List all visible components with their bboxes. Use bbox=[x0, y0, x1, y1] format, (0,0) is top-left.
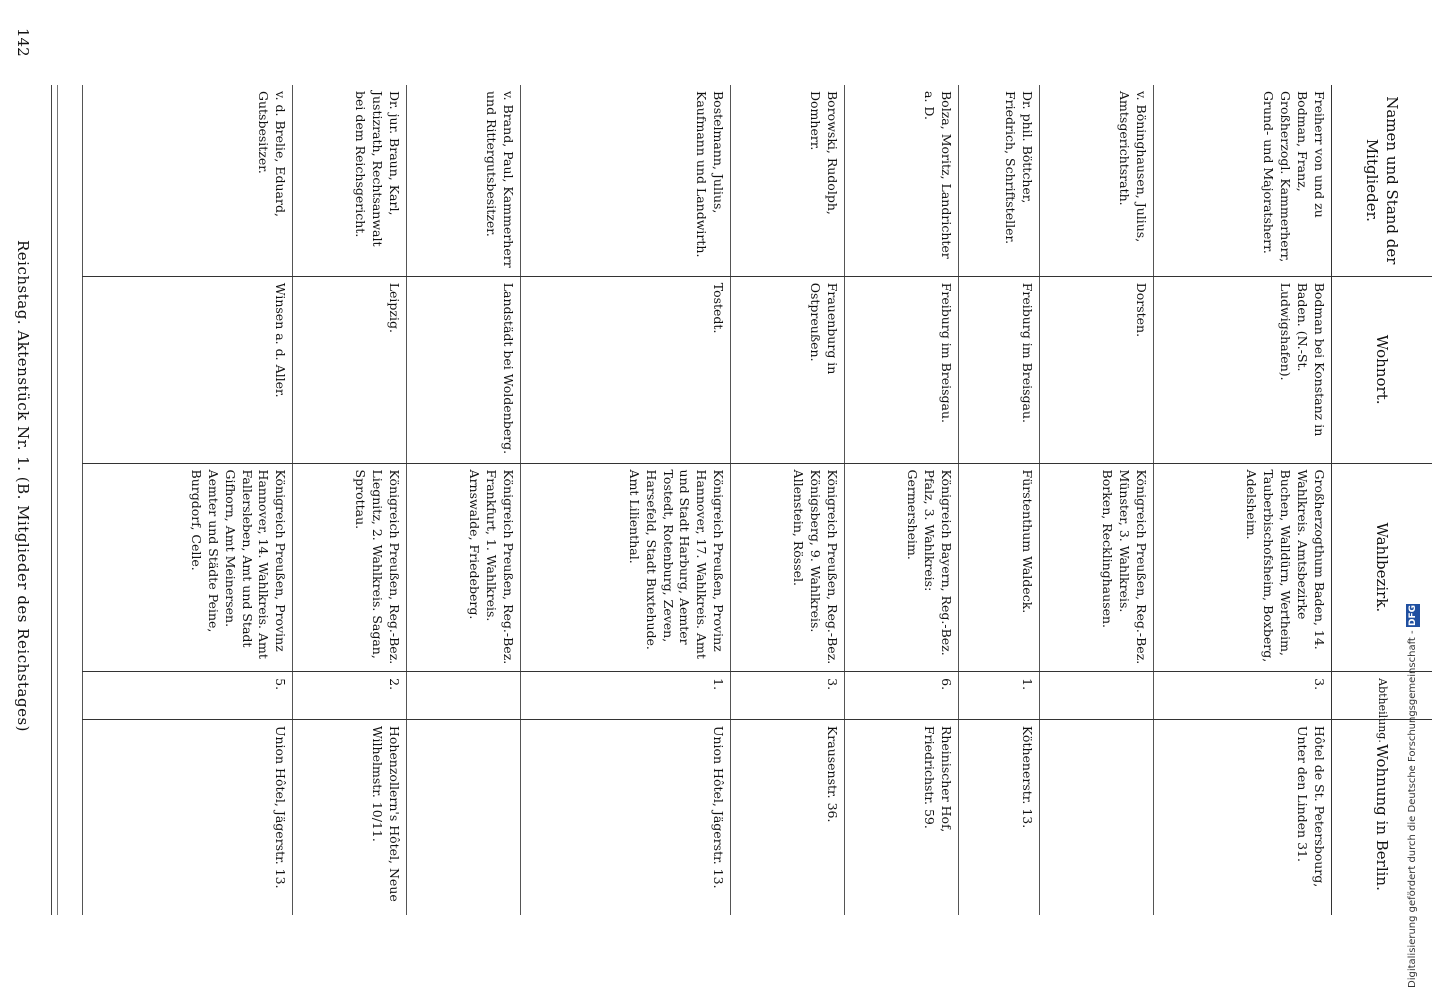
member-name-cell: Borowski, Rudolph, Domherr. bbox=[808, 91, 840, 215]
page-number: 142 bbox=[14, 28, 32, 57]
header-rule bbox=[51, 85, 52, 915]
residence-cell: Bodman bei Konstanz in Baden. (N.-St. Ludwigshafen). bbox=[1153, 276, 1331, 463]
table-row bbox=[844, 85, 958, 915]
section-cell: 5. bbox=[83, 672, 293, 720]
berlin-address-cell: Hôtel de St. Petersbourg, Unter den Linden 31. bbox=[1153, 719, 1331, 915]
constituency-cell: Königreich Preußen, Provinz Hannover, 17. Wahlkreis. Amt und Stadt Harburg, Aemter Tostedt, Rotenburg, Zeven, Harsefeld, Stadt Buxtehude. Amt Lilienthal. bbox=[520, 463, 730, 672]
members-table bbox=[82, 85, 1432, 915]
section-cell: 6. bbox=[844, 672, 958, 720]
section-cell: 1. bbox=[958, 672, 1040, 720]
member-name-cell: Bolza, Moritz, Landrichter a. D. bbox=[921, 91, 954, 259]
constituency-cell: Königreich Preußen, Reg.-Bez. Frankfurt, 1. Wahlkreis. Arnswalde, Friedeberg. bbox=[407, 463, 521, 672]
berlin-address-cell bbox=[1040, 719, 1154, 915]
dfg-credit-strip bbox=[1406, 8, 1428, 988]
berlin-address-cell: Krausenstr. 36. bbox=[731, 719, 845, 915]
berlin-address-cell: Rheinischer Hof, Friedrichstr. 59. bbox=[844, 719, 958, 915]
table-row bbox=[293, 85, 407, 915]
residence-cell: Dorsten. bbox=[1040, 276, 1154, 463]
member-name-cell: v. Böninghausen, Julius, Amtsgerichtsrath. bbox=[1117, 91, 1149, 243]
member-name-cell: Freiherr von und zu Bodman, Franz, Großherzogl. Kammerherr, Grund- und Majoratsherr. bbox=[1261, 91, 1327, 263]
constituency-cell: Königreich Bayern, Reg.-Bez. Pfalz, 3. Wahlkreis: Germersheim. bbox=[844, 463, 958, 672]
section-cell bbox=[407, 672, 521, 720]
header-rule-inner bbox=[57, 85, 58, 915]
constituency-cell: Großherzogthum Baden, 14. Wahlkreis. Amtsbezirke Buchen, Walldürn, Wertheim, Tauberbischofsheim, Boxberg, Adelsheim. bbox=[1153, 463, 1331, 672]
constituency-cell: Königreich Preußen, Reg.-Bez. Liegnitz, 2. Wahlkreis. Sagan, Sprottau. bbox=[293, 463, 407, 672]
berlin-address-cell bbox=[407, 719, 521, 915]
constituency-cell: Königreich Preußen, Reg.-Bez. Königsberg, 9. Wahlkreis. Allenstein, Rössel. bbox=[731, 463, 845, 672]
table-row bbox=[407, 85, 521, 915]
residence-cell: Landstädt bei Woldenberg. bbox=[407, 276, 521, 463]
section-cell: 1. bbox=[520, 672, 730, 720]
table-row bbox=[1153, 85, 1331, 915]
member-name-cell: Bostelmann, Julius, Kaufmann und Landwirth. bbox=[694, 91, 727, 258]
residence-cell: Winsen a. d. Aller. bbox=[83, 276, 293, 463]
residence-cell: Freiburg im Breisgau. bbox=[844, 276, 958, 463]
section-cell: 3. bbox=[731, 672, 845, 720]
table-row bbox=[1040, 85, 1154, 915]
table-row bbox=[731, 85, 845, 915]
table-row bbox=[83, 85, 293, 915]
berlin-address-cell: Hohenzollern's Hôtel, Neue Wilhelmstr. 10/11. bbox=[293, 719, 407, 915]
member-name-cell: Dr. phil. Böttcher, Friedrich, Schriftsteller. bbox=[1003, 91, 1036, 245]
table-row bbox=[958, 85, 1040, 915]
member-name-cell: v. d. Brelie, Eduard, Gutsbesitzer. bbox=[256, 91, 289, 217]
column-header-wohnort: Wohnort. bbox=[1332, 276, 1432, 463]
berlin-address-cell: Union Hôtel, Jägerstr. 13. bbox=[83, 719, 293, 915]
section-cell: 2. bbox=[293, 672, 407, 720]
column-header-abtheilung: Abtheilung. bbox=[1332, 672, 1432, 720]
member-name-cell: Dr. jur. Braun, Karl, Justizrath, Rechtsanwalt bei dem Reichsgericht. bbox=[353, 91, 403, 247]
berlin-address-cell: Union Hôtel, Jägerstr. 13. bbox=[520, 719, 730, 915]
residence-cell: Leipzig. bbox=[293, 276, 407, 463]
column-header-wohnung: Wohnung in Berlin. bbox=[1332, 719, 1432, 915]
column-header-wahlbezirk: Wahlbezirk. bbox=[1332, 463, 1432, 672]
member-name-cell: v. Brand, Paul, Kammerherr und Rittergutsbesitzer. bbox=[483, 91, 516, 268]
residence-cell: Tostedt. bbox=[520, 276, 730, 463]
table-row bbox=[520, 85, 730, 915]
dfg-logo-badge: DFG bbox=[1408, 605, 1418, 627]
constituency-cell: Fürstenthum Waldeck. bbox=[958, 463, 1040, 672]
constituency-cell: Königreich Preußen, Provinz Hannover, 14. Wahlkreis. Amt Fallersleben, Amt und Stadt Gifhorn, Amt Meinersen. Aemter und Städte Peine, Burgdorf, Celle. bbox=[83, 463, 293, 672]
running-head: Reichstag. Aktenstück Nr. 1. (B. Mitglieder des Reichstages) bbox=[14, 240, 32, 732]
section-cell: 3. bbox=[1153, 672, 1331, 720]
residence-cell: Freiburg im Breisgau. bbox=[958, 276, 1040, 463]
table-body bbox=[83, 85, 1332, 915]
residence-cell: Frauenburg in Ostpreußen. bbox=[731, 276, 845, 463]
berlin-address-cell: Köthenerstr. 13. bbox=[958, 719, 1040, 915]
constituency-cell: Königreich Preußen, Reg.-Bez. Münster, 3. Wahlkreis. Borken, Recklinghausen. bbox=[1040, 463, 1154, 672]
section-cell bbox=[1040, 672, 1154, 720]
dfg-credit-text: Digitalisierung gefördert durch die Deutsche Forschungsgemeinschaft - bbox=[1407, 630, 1418, 988]
column-header-name: Namen und Stand der Mitglieder. bbox=[1332, 85, 1432, 276]
